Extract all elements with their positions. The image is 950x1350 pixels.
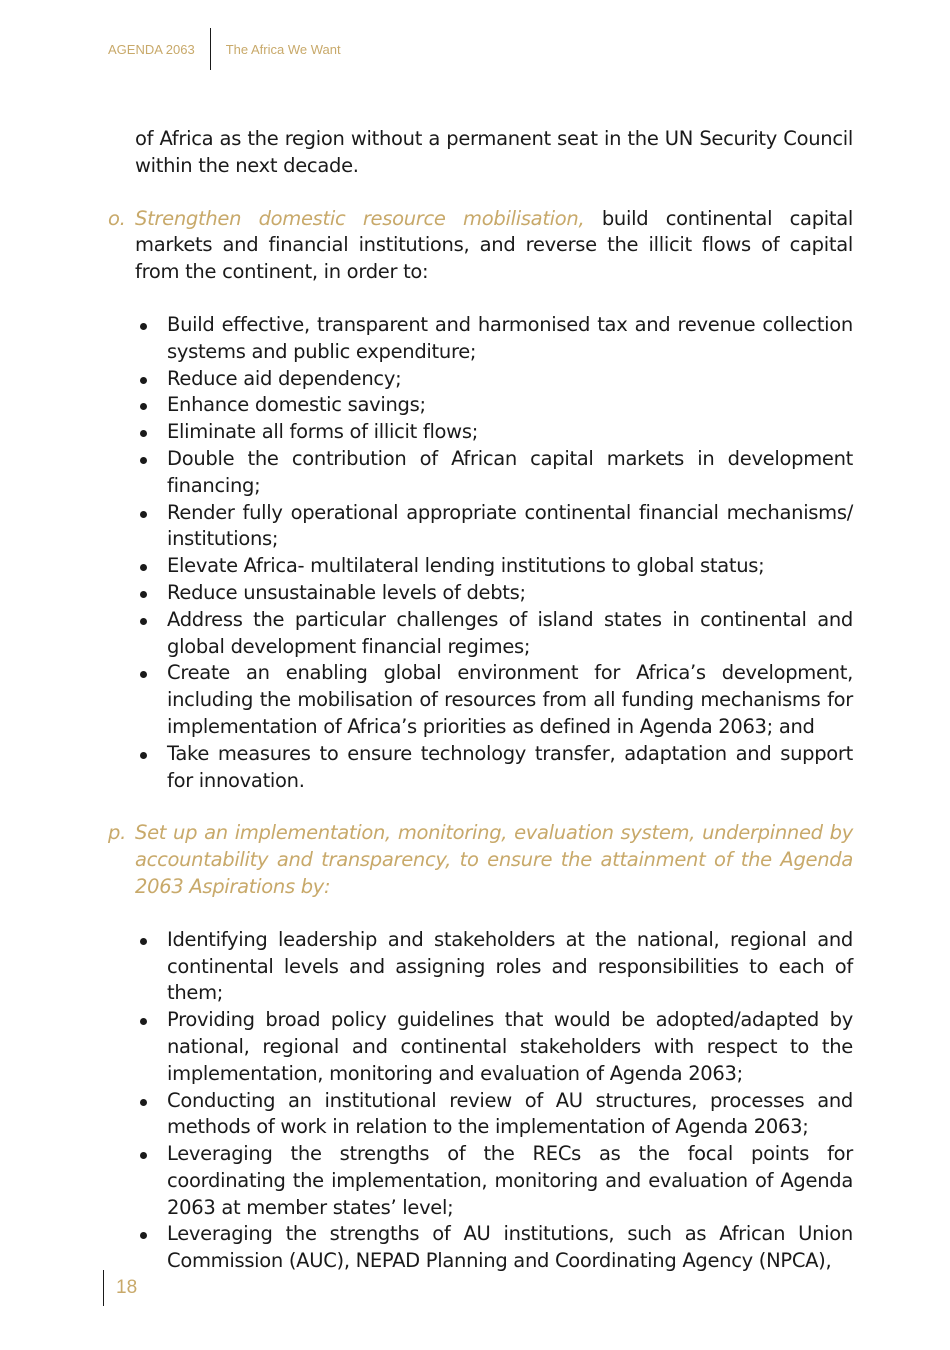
list-item: Address the particular challenges of island states in continental and global development financial regimes; [167, 607, 853, 661]
bullet-icon [140, 752, 147, 759]
list-item: Reduce aid dependency; [167, 366, 853, 393]
header-subtitle: The Africa We Want [225, 41, 341, 57]
bullet-icon [140, 1018, 147, 1025]
bullet-icon [140, 511, 147, 518]
bullet-icon [140, 618, 147, 625]
footer-divider [103, 1270, 104, 1306]
bullet-icon [140, 1232, 147, 1239]
list-item: Enhance domestic savings; [167, 392, 853, 419]
list-item: Render fully operational appropriate continental financial mechanisms/ institutions; [167, 500, 853, 554]
bullet-icon [140, 938, 147, 945]
section-o-highlight: Strengthen domestic resource mobilisation, [135, 206, 585, 230]
bullet-icon [140, 591, 147, 598]
bullet-icon [140, 403, 147, 410]
bullet-icon [140, 323, 147, 330]
list-item: Take measures to ensure technology transfer, adaptation and support for innovation. [167, 741, 853, 795]
bullet-icon [140, 430, 147, 437]
bullet-icon [140, 377, 147, 384]
page-content [108, 126, 853, 1275]
intro-paragraph: of Africa as the region without a permanent seat in the UN Security Council within the next decade. [135, 127, 853, 177]
list-item: Build effective, transparent and harmonised tax and revenue collection systems and public expenditure; [167, 312, 853, 366]
list-item: Double the contribution of African capital markets in development financing; [167, 446, 853, 500]
section-p [108, 820, 853, 900]
list-item: Reduce unsustainable levels of debts; [167, 580, 853, 607]
bullet-icon [140, 457, 147, 464]
bullet-icon [140, 1152, 147, 1159]
list-item: Identifying leadership and stakeholders at the national, regional and continental levels and assigning roles and responsibilities to each of them; [167, 927, 853, 1007]
section-p-bullet-list [108, 927, 853, 1275]
list-item: Providing broad policy guidelines that would be adopted/adapted by national, regional and continental stakeholders with respect to the implementation, monitoring and evaluation of Agenda 2063; [167, 1007, 853, 1087]
bullet-icon [140, 671, 147, 678]
list-item: Leveraging the strengths of the RECs as the focal points for coordinating the implementation, monitoring and evaluation of Agenda 2063 at member states’ level; [167, 1141, 853, 1221]
bullet-icon [140, 564, 147, 571]
list-item: Leveraging the strengths of AU institutions, such as African Union Commission (AUC), NEPAD Planning and Coordinating Agency (NPCA), [167, 1221, 853, 1275]
section-o-body: build continental capital markets and financial institutions, and reverse the illicit flows of capital from the continent, in order to: [135, 206, 854, 284]
section-o-text [135, 206, 853, 286]
running-header [108, 28, 341, 70]
section-o-bullet-list [108, 312, 853, 794]
list-item: Create an enabling global environment for Africa’s development, including the mobilisation of resources from all funding mechanisms for implementation of Africa’s priorities as defined in Agenda 2063; and [167, 660, 853, 740]
header-publication-title: AGENDA 2063 [108, 41, 195, 57]
page-footer [103, 1270, 137, 1306]
section-o [108, 206, 853, 286]
page-number: 18 [116, 1277, 138, 1298]
section-p-marker: p. [108, 821, 126, 845]
section-p-highlight: Set up an implementation, monitoring, evaluation system, underpinned by accountability and transparency, to ensure the attainment of the Agenda 2063 Aspirations by: [135, 821, 853, 898]
bullet-icon [140, 1099, 147, 1106]
list-item: Conducting an institutional review of AU structures, processes and methods of work in relation to the implementation of Agenda 2063; [167, 1088, 853, 1142]
list-item: Elevate Africa- multilateral lending institutions to global status; [167, 553, 853, 580]
list-item: Eliminate all forms of illicit flows; [167, 419, 853, 446]
section-o-marker: o. [108, 206, 126, 230]
